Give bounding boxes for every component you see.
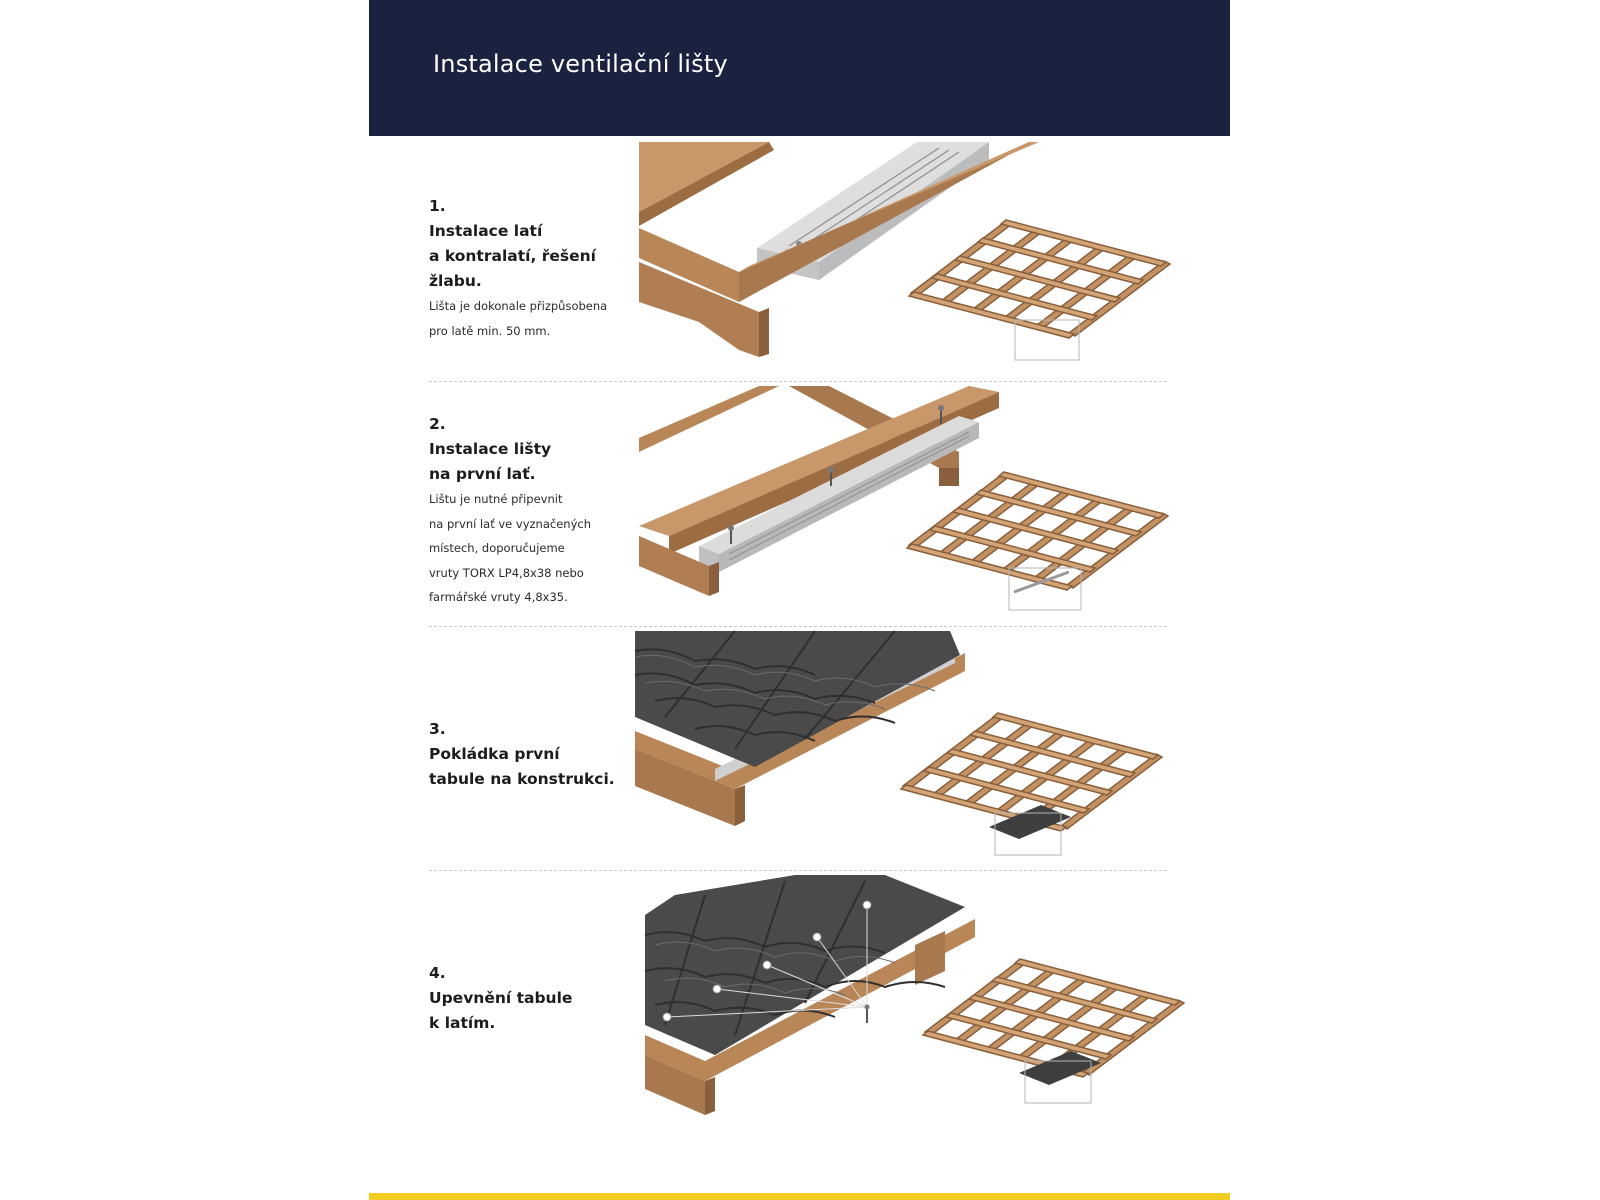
- step-4-text: [429, 961, 629, 1036]
- step-2-number: 2.: [429, 415, 446, 433]
- page-header: [369, 0, 1230, 136]
- document-page: [369, 0, 1230, 1200]
- step-1: [369, 136, 1230, 381]
- step-1-title: Instalace latí a kontralatí, řešení žlabu.: [429, 222, 596, 290]
- step-1-frame-illustration: [911, 216, 1171, 366]
- step-3-number: 3.: [429, 720, 446, 738]
- step-4-number: 4.: [429, 964, 446, 982]
- step-3-frame-illustration: [903, 709, 1163, 859]
- step-1-text: [429, 194, 629, 343]
- step-2-text: [429, 412, 629, 610]
- step-4-title: Upevnění tabule k latím.: [429, 989, 573, 1032]
- step-1-number: 1.: [429, 197, 446, 215]
- step-3-title: Pokládka první tabule na konstrukci.: [429, 745, 615, 788]
- footer-accent-bar: [369, 1193, 1230, 1200]
- step-4: [369, 871, 1230, 1193]
- page-title: Instalace ventilační lišty: [433, 50, 728, 78]
- step-3-text: [429, 717, 629, 792]
- step-2-title: Instalace lišty na první lať.: [429, 440, 552, 483]
- step-1-description: Lišta je dokonale přizpůsobena pro latě min. 50 mm.: [429, 299, 608, 338]
- step-3: [369, 627, 1230, 870]
- step-2-description: Lištu je nutné připevnit na první lať ve vyznačených místech, doporučujeme vruty TORX LP4,8x38 nebo farmářské vruty 4,8x35.: [429, 492, 591, 604]
- step-4-frame-illustration: [925, 955, 1185, 1105]
- step-2: [369, 382, 1230, 626]
- step-2-frame-illustration: [909, 468, 1169, 618]
